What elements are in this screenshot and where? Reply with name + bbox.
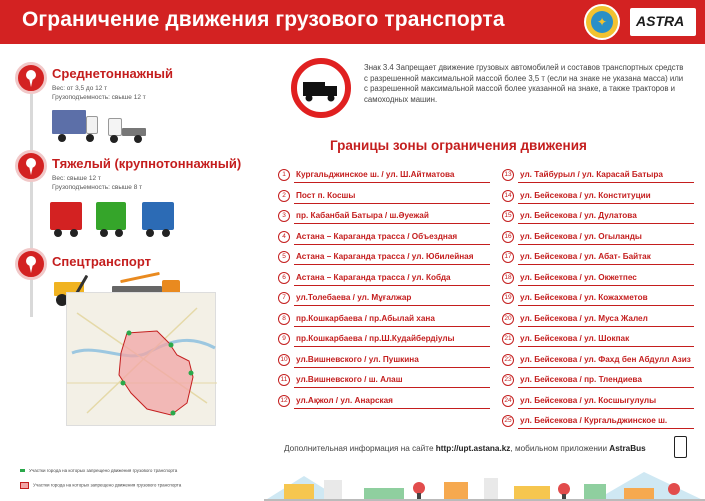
infographic-page: Ограничение движения грузового транспорта ✦ ASTRA Среднетоннажный Вес: от 3,5 до 12 т Грузоподъемность: свыше 12 т Тяжелый (крупнотоннажный) Вес: свыше 12 т Грузоподъемность: свыше 8 т Спецтранспорт Участки города на которых запрещено движения грузового транспорта Участки города на которых запрещено движения грузового транспорта Знак 3.4 Запрещает движение грузовых автомобилей и составов транспортных средств с разрешенной максимальной массой более 3,5 т (если на знаке не указана масса) или с разрешенной максимальной массой более указанной на знаке, а также тракторов и самоходных машин. Границы зоны ограничения движения 1 Кургальджинское ш. / ул. Ш.Айтматова 2 Пост п. Косшы 3 пр. Кабанбай Батыра / ш.Әуежай 4 Астана – Караганда трасса / Объездная 5 Астана – Караганда трасса / ул. Юбилейная 6 Астана – Караганда трасса / ул. Кобда 7 ул.Толебаева / ул. Мұғалжар 8 пр.Кошкарбаева / пр.Абылай хана 9 пр.Кошкарбаева / пр.Ш.Кудайбердiулы 10 ул.Вишневского / ул. Пушкина 11 ул.Вишневского / ш. Алаш 12 ул.Ақжол / ул. Анарская 13 ул. Тайбурыл / ул. Карасай Батыра 14 ул. Бейсекова / ул. Конституции 15 ул. Бейсекова / ул. Дулатова 16 ул. Бейсекова / ул. Огыланды 17 ул. Бейсекова / ул. Абат- Байтак 18 ул. Бейсекова / ул. Окжетпес 19 ул. Бейсекова / ул. Кожахметов 20 ул. Бейсекова / ул. Муса Жалел 21 ул. Бейсекова / ул. Шокпак 22 ул. Бейсекова / ул. Фахд бен Абдулл Азиз 23 ул. Бейсекова / пр. Тлендиева 24 ул. Бейсекова / ул. Косшыгулулы 25 ул. Бейсекова / Кургальджинское ш. Дополнительная информация на сайте http://upt.astana.kz, мобильном приложении AstraBus (0, 0, 705, 501)
smartphone-icon (674, 436, 687, 458)
astra-logo (630, 8, 696, 36)
pink-zone-swatch-icon (20, 482, 29, 489)
section-title-special: Спецтранспорт (52, 254, 152, 269)
section-title-medium: Среднетоннажный (52, 66, 173, 81)
map-legend-points: Участки города на которых запрещено движения грузового транспорта (20, 468, 177, 473)
green-marker-icon (20, 469, 25, 472)
medium-trucks-image (52, 108, 147, 148)
section-capacity-medium: Грузоподъемность: свыше 12 т (52, 94, 146, 101)
section-weight-heavy: Вес: свыше 12 т (52, 175, 101, 182)
heavy-trucks-image (50, 198, 180, 240)
astra-logo-text: ASTRA (636, 13, 685, 29)
restriction-zone-map (66, 292, 216, 426)
no-trucks-sign-icon (291, 58, 351, 118)
additional-info: Дополнительная информация на сайте http://upt.astana.kz, мобильном приложении AstraBus (284, 444, 646, 453)
sign-description: Знак 3.4 Запрещает движение грузовых автомобилей и составов транспортных средств с разрешенной максимальной массой более 3,5 т (если на знаке не указана масса) или с разрешенной максимальной массой более указанной на знаке, а также тракторов и самоходных машин. (364, 63, 684, 104)
section-title-heavy: Тяжелый (крупнотоннажный) (52, 156, 242, 171)
header-bar (0, 0, 705, 44)
map-legend-zone: Участки города на которых запрещено движения грузового транспорта (20, 482, 181, 489)
page-title: Ограничение движения грузового транспорта (22, 8, 505, 31)
state-emblem-icon: ✦ (584, 4, 620, 40)
map-graphic (67, 293, 217, 427)
zones-heading: Границы зоны ограничения движения (330, 138, 587, 153)
section-capacity-heavy: Грузоподъемность: свыше 8 т (52, 184, 143, 191)
location-pin-icon (15, 62, 47, 94)
location-pin-icon (15, 248, 47, 280)
app-name: AstraBus (609, 444, 646, 453)
location-pin-icon (15, 150, 47, 182)
city-skyline-illustration (264, 462, 705, 501)
section-weight-medium: Вес: от 3,5 до 12 т (52, 85, 108, 92)
website-link[interactable]: http://upt.astana.kz (435, 444, 511, 453)
